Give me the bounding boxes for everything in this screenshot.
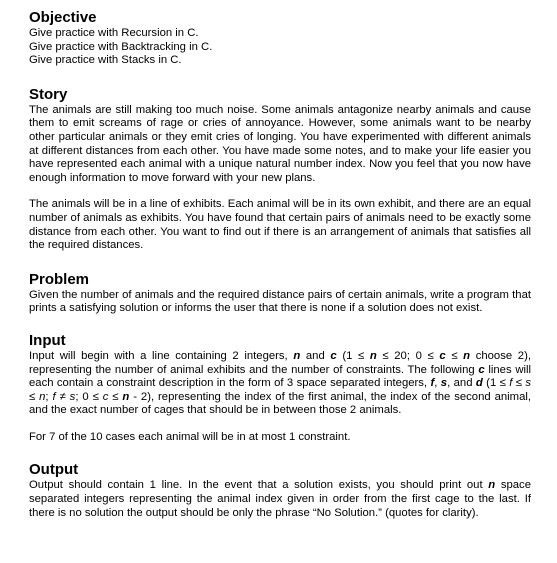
story-paragraph: The animals will be in a line of exhibits. Each animal will be in its own exhibit, and there are an equal number of animals as exhibits. You have found that certain pairs of animals need to be exactly some distance from each other. You want to find out if there is an arrangement of animals that satisfies all the required distances. [29,198,531,252]
objective-heading: Objective [29,9,97,26]
problem-heading: Problem [29,270,90,288]
input-heading: Input [29,331,66,349]
objective-section [29,9,531,68]
objective-item: Give practice with Backtracking in C. [29,40,213,53]
input-paragraph: Input will begin with a line containing 2 integers, n and c (1 ≤ n ≤ 20; 0 ≤ c ≤ n choose 2), representing the number of animal exhibits and the number of constraints. The following c lines will each contain a constraint description in the form of 3 space separated integers, f, s, and d (1 ≤ f ≤ s ≤ n; f ≠ s; 0 ≤ c ≤ n - 2), representing the index of the first animal, the index of the second animal, and the exact number of cages that should be in between those 2 animals. [29,349,532,417]
input-note-paragraph: For 7 of the 10 cases each animal will be in at most 1 constraint. [29,430,351,443]
story-section [29,86,531,253]
objective-item: Give practice with Stacks in C. [29,54,182,67]
output-heading: Output [29,461,79,479]
problem-section [29,271,531,316]
problem-paragraph: Given the number of animals and the required distance pairs of certain animals, write a program that prints a satisfying solution or informs the user that there is none if a solution does not exist. [29,288,531,315]
story-heading: Story [29,85,68,103]
story-paragraph: The animals are still making too much noise. Some animals antagonize nearby animals and cause them to emit screams of rage or cries of annoyance. However, some animals want to be nearby other particular animals or they emit cries of longing. You have experimented with different animals at different distances from each other. You have made some notes, and to make your life easier you have represented each animal with a unique natural number index. Now you feel that you now have enough information to move forward with your new plans. [29,103,531,184]
output-paragraph: Output should contain 1 line. In the event that a solution exists, you should print out n space separated integers representing the animal index given in order from the first cage to the last. If there is no solution the output should be only the phrase “No Solution.” (quotes for clarity). [29,479,531,519]
objective-item: Give practice with Recursion in C. [29,27,199,39]
input-section [29,332,531,445]
output-section [29,461,531,520]
